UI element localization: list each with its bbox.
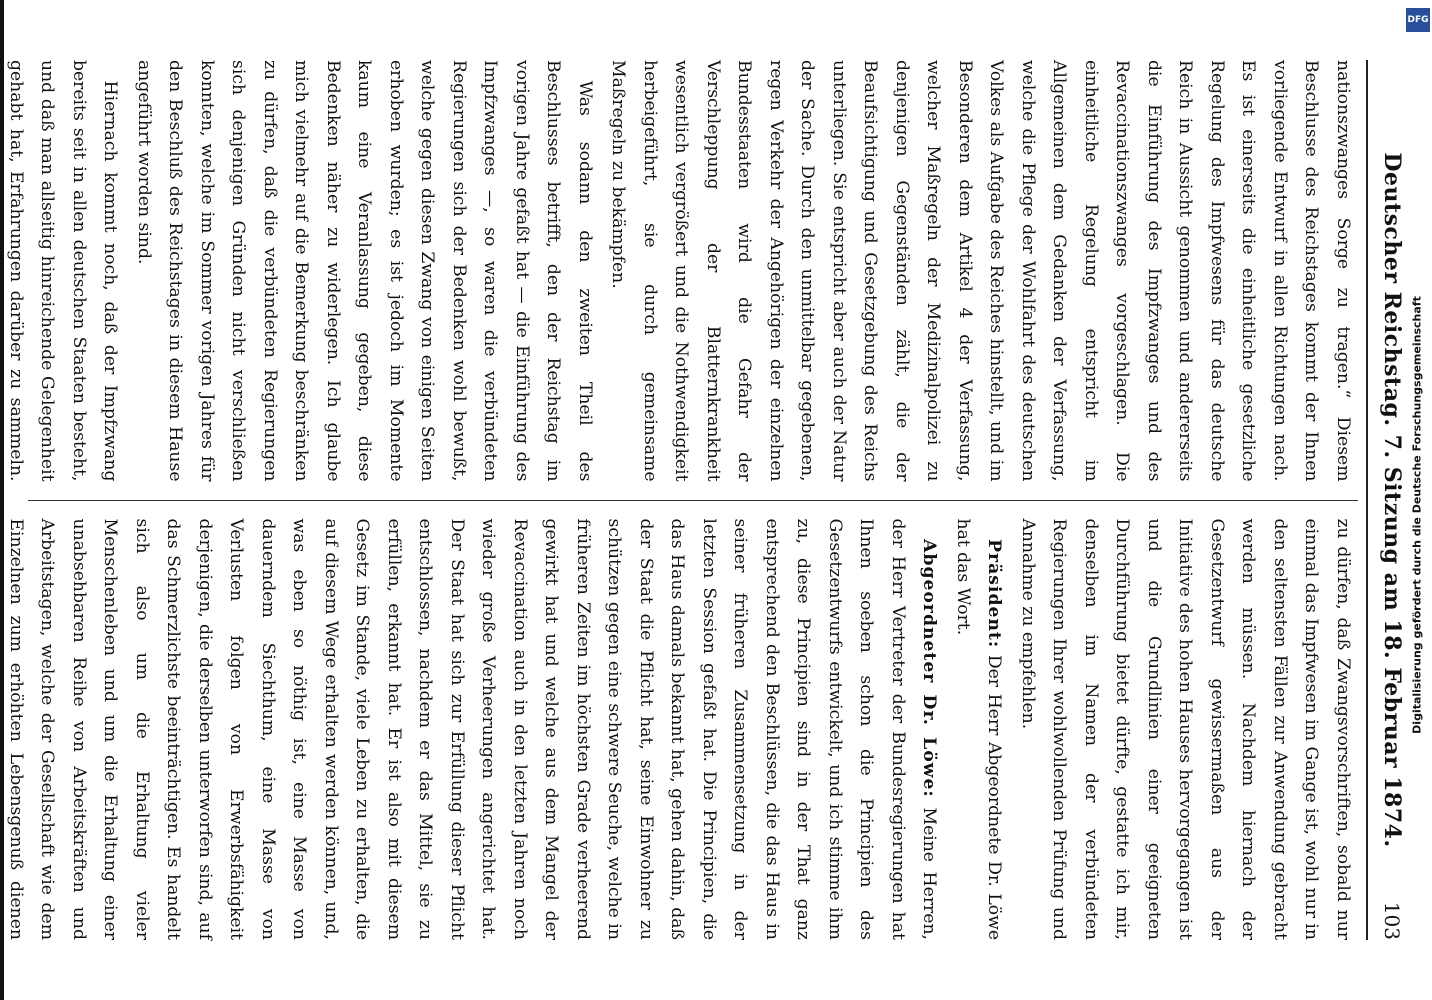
paragraph: nationszwanges Sorge zu tragen.“ Diesem Beschlusse des Reichstages kommt der Ihnen vorliegende Entwurf in allen Richtungen nach. Es ist einerseits die einheitliche gesetzliche Regelung des Impfwesens für das deutsche Reich in Aussicht genommen und andererseits die Einführung des Impfzwanges und des Revaccinationszwanges vorgeschlagen. Die einheitliche Regelung entspricht im Allgemeinen dem Gedanken der Verfassung, welche die Pflege der Wohlfahrt des deutschen Volkes als Aufgabe des Reiches hinstellt, und im Besonderen dem Artikel 4 der Verfassung, welcher Maßregeln der Medizinalpolizei zu denjenigen Gegenständen zählt, die der Beaufsichtigung und Gesetzgebung des Reichs unterliegen. Sie entspricht aber auch der Natur der Sache. Durch den unmittelbar gegebenen, regen Verkehr der Angehörigen der einzelnen Bundesstaaten wird die Gefahr der Verschleppung der Blatternkrankheit wesentlich vergrößert und die Nothwendigkeit herbeigeführt, sie durch gemeinsame Maßregeln zu bekämpfen. <box>608 60 1353 482</box>
speaker-label: Präsident: <box>984 539 1005 649</box>
right-column <box>6 518 1358 941</box>
speaker-label: Abgeordneter Dr. Löwe: <box>919 539 940 798</box>
rotated-page-content <box>6 20 1416 980</box>
dfg-logo: DFG <box>1406 8 1430 32</box>
page-number: 103 <box>1380 901 1404 940</box>
speaker-text: Meine Herren, der Herr Vertreter der Bundesregierungen hat Ihnen soeben schon die Principien des Gesetzentwurfs entwickelt, und ich stimme ihm zu, diese Principien sind in der That ganz entsprechend den Beschlüssen, die das Haus in seiner früheren Zusammensetzung in der letzten Session gefaßt hat. Die Principien, die das Haus damals bekannt hat, gehen dahin, daß der Staat die Pflicht hat, seine Einwohner zu schützen gegen eine schwere Seuche, welche in früheren Zeiten im höchsten Grade verheerend gewirkt hat und welche aus dem Mangel der Revaccination auch in den letzten Jahren noch wieder große Verheerungen angerichtet hat. Der Staat hat sich zur Erfüllung dieser Pflicht entschlossen, nachdem er das Mittel, sie zu erfüllen, erkannt hat. Er ist also mit diesem Gesetz im Stande, viele Leben zu erhalten, die auf diesem Wege erhalten werden können, und, was eben so nöthig ist, eine Masse von dauerndem Siechthum, eine Masse von Verlusten folgen von Erwerbsfähigkeit derjenigen, die derselben unterworfen sind, auf das Schmerzlichste beeinträchtigen. Es handelt sich also um die Erhaltung vieler Menschenleben und um die Erhaltung einer unabsehbaren Reihe von Arbeitskräften und Arbeitstagen, welche der Gesellschaft wie dem Einzelnen zum erhöhten Lebensgenuß dienen <box>6 518 940 940</box>
text-columns <box>6 60 1358 940</box>
left-column <box>6 60 1358 482</box>
paragraph: zu dürfen, daß Zwangsvorschriften, sobald nur einmal das Impfwesen im Gange ist, wohl nur in den seltensten Fällen zur Anwendung gebracht werden müssen. Nachdem hiernach der Gesetzentwurf gewissermaßen aus der Initiative des hohen Hauses hervorgegangen ist und die Grundlinien einer geeigneten Durchführung bietet dürfte, gestatte ich mir, denselben im Namen der verbündeten Regierungen Ihrer wohlwollenden Prüfung und Annahme zu empfehlen. <box>1018 518 1353 940</box>
page-title: Deutscher Reichstag. 7. Sitzung am 18. Februar 1874. <box>1379 152 1405 848</box>
speaker-text: Der Herr Abgeordnete Dr. Löwe hat das Wort. <box>953 518 1005 940</box>
digitization-note-text: Digitalisierung gefördert durch die Deutsche Forschungsgemeinschaft <box>1410 296 1424 734</box>
president-paragraph <box>947 519 1010 941</box>
column-divider <box>28 500 1358 501</box>
digitization-note <box>1406 40 1428 990</box>
speech-paragraph <box>0 519 945 941</box>
paragraph: Hiernach kommt noch, daß der Impfzwang bereits seit in allen deutschen Staaten besteht, und daß man allseitig hinreichende Gelegenheit gehabt hat, Erfahrungen darüber zu sammeln. <box>6 60 121 482</box>
paragraph: Was sodann den zweiten Theil des Beschlusses betrifft, den der Reichstag im vorigen Jahre gefaßt hat — die Einführung des Impfzwanges —, so waren die verbündeten Regierungen sich der Bedenken wohl bewußt, welche gegen diesen Zwang von einigen Seiten erhoben wurden; es ist jedoch im Momente kaum eine Veranlassung gegeben, diese Bedenken näher zu widerlegen. Ich glaube mich vielmehr auf die Bemerkung beschränken zu dürfen, daß die verbündeten Regierungen sich denjenigen Gründen nicht verschließen konnten, welche im Sommer vorigen Jahres für den Beschluß des Reichstages in diesem Hause angeführt worden sind. <box>134 60 595 482</box>
